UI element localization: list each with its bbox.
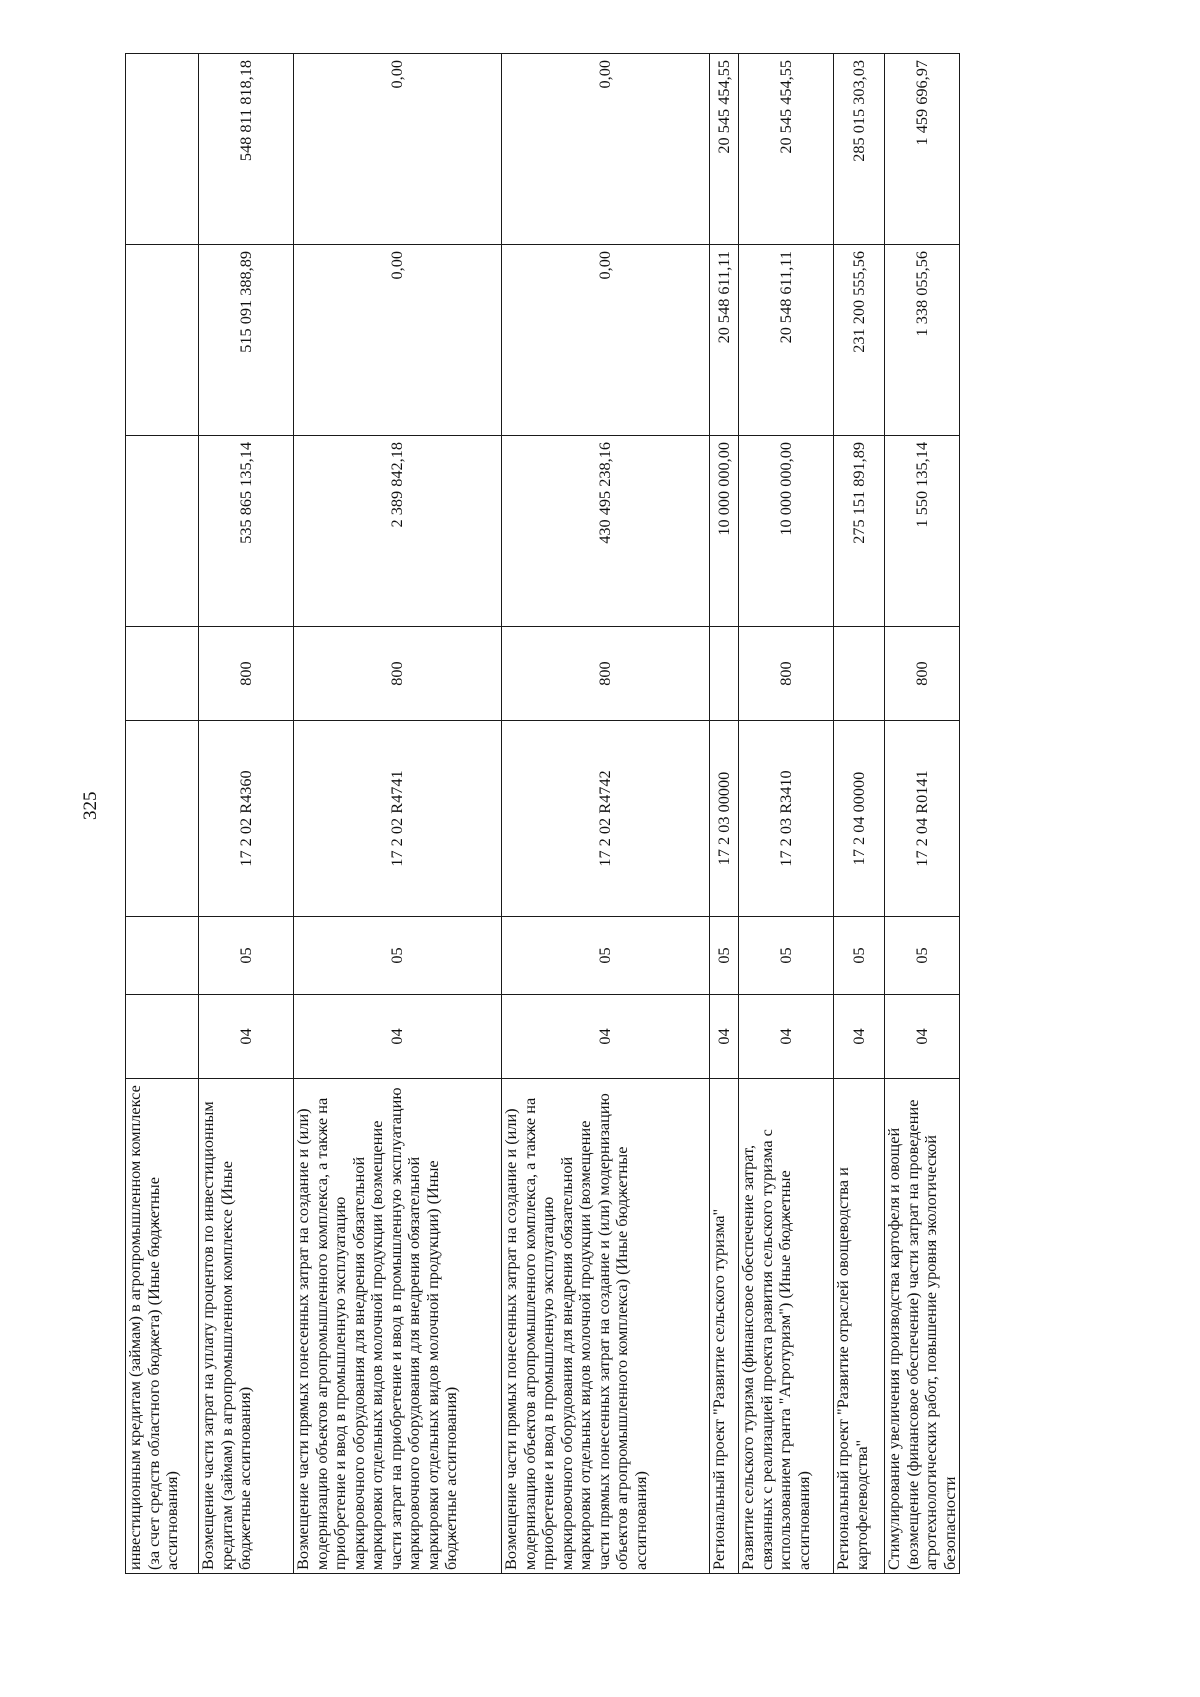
expense-type-code <box>834 627 885 721</box>
amount-value-2: 20 548 611,11 <box>710 245 739 436</box>
target-article-code: 17 2 02 R4742 <box>502 721 710 917</box>
table-row <box>834 54 885 1574</box>
section-code: 04 <box>739 995 834 1079</box>
amount-value-1: 275 151 891,89 <box>834 436 885 627</box>
section-code: 04 <box>834 995 885 1079</box>
expense-type-code <box>710 627 739 721</box>
target-article-code: 17 2 03 R3410 <box>739 721 834 917</box>
subsection-code: 05 <box>294 917 502 995</box>
section-code: 04 <box>502 995 710 1079</box>
amount-value-3 <box>126 54 199 245</box>
subsection-code: 05 <box>834 917 885 995</box>
section-code <box>126 995 199 1079</box>
target-article-code: 17 2 04 00000 <box>834 721 885 917</box>
amount-value-2: 0,00 <box>294 245 502 436</box>
subsection-code: 05 <box>502 917 710 995</box>
row-description: Возмещение части затрат на уплату процентов по инвестиционным кредитам (займам) в агропромышленном комплексе (Иные бюджетные ассигнования) <box>199 1079 294 1574</box>
amount-value-1: 10 000 000,00 <box>710 436 739 627</box>
amount-value-1: 430 495 238,16 <box>502 436 710 627</box>
amount-value-3: 20 545 454,55 <box>739 54 834 245</box>
amount-value-3: 0,00 <box>294 54 502 245</box>
target-article-code: 17 2 02 R4741 <box>294 721 502 917</box>
subsection-code: 05 <box>739 917 834 995</box>
amount-value-2: 1 338 055,56 <box>885 245 960 436</box>
row-description: Возмещение части прямых понесенных затрат на создание и (или) модернизацию объектов агропромышленного комплекса, а также на приобретение и ввод в промышленную эксплуатацию маркировочного оборудования для внедрения обязательной маркировки отдельных видов молочной продукции (возмещение части затрат на приобретение и ввод в промышленную эксплуатацию маркировочного оборудования для внедрения обязательной маркировки отдельных видов молочной продукции) (Иные бюджетные ассигнования) <box>294 1079 502 1574</box>
amount-value-1 <box>126 436 199 627</box>
subsection-code: 05 <box>885 917 960 995</box>
expense-type-code: 800 <box>885 627 960 721</box>
amount-value-1: 2 389 842,18 <box>294 436 502 627</box>
section-code: 04 <box>199 995 294 1079</box>
target-article-code <box>126 721 199 917</box>
table-row <box>739 54 834 1574</box>
expense-type-code: 800 <box>502 627 710 721</box>
row-description: Региональный проект "Развитие отраслей овощеводства и картофелеводства" <box>834 1079 885 1574</box>
target-article-code: 17 2 03 00000 <box>710 721 739 917</box>
table-row <box>502 54 710 1574</box>
table-row <box>885 54 960 1574</box>
page-number: 325 <box>80 791 101 820</box>
row-description: Развитие сельского туризма (финансовое обеспечение затрат, связанных с реализацией проекта развития сельского туризма с использованием гранта "Агротуризм") (Иные бюджетные ассигнования) <box>739 1079 834 1574</box>
row-description: инвестиционным кредитам (займам) в агропромышленном комплексе (за счет средств областного бюджета) (Иные бюджетные ассигнования) <box>126 1079 199 1574</box>
amount-value-2: 0,00 <box>502 245 710 436</box>
table-row <box>294 54 502 1574</box>
row-description: Региональный проект "Развитие сельского туризма" <box>710 1079 739 1574</box>
amount-value-1: 535 865 135,14 <box>199 436 294 627</box>
section-code: 04 <box>710 995 739 1079</box>
expense-type-code: 800 <box>294 627 502 721</box>
subsection-code <box>126 917 199 995</box>
budget-table-rotated <box>125 54 1060 1574</box>
budget-table <box>125 53 960 1574</box>
amount-value-2 <box>126 245 199 436</box>
table-row <box>126 54 199 1574</box>
expense-type-code: 800 <box>199 627 294 721</box>
target-article-code: 17 2 04 R0141 <box>885 721 960 917</box>
row-description: Стимулирование увеличения производства картофеля и овощей (возмещение (финансовое обеспечение) части затрат на проведение агротехнологических работ, повышение уровня экологической безопасности <box>885 1079 960 1574</box>
amount-value-2: 515 091 388,89 <box>199 245 294 436</box>
amount-value-3: 0,00 <box>502 54 710 245</box>
amount-value-3: 285 015 303,03 <box>834 54 885 245</box>
subsection-code: 05 <box>199 917 294 995</box>
expense-type-code: 800 <box>739 627 834 721</box>
table-row <box>710 54 739 1574</box>
row-description: Возмещение части прямых понесенных затрат на создание и (или) модернизацию объектов агропромышленного комплекса, а также на приобретение и ввод в промышленную эксплуатацию маркировочного оборудования для внедрения обязательной маркировки отдельных видов молочной продукции (возмещение части прямых понесенных затрат на создание и (или) модернизацию объектов агропромышленного комплекса) (Иные бюджетные ассигнования) <box>502 1079 710 1574</box>
amount-value-3: 548 811 818,18 <box>199 54 294 245</box>
target-article-code: 17 2 02 R4360 <box>199 721 294 917</box>
amount-value-3: 1 459 696,97 <box>885 54 960 245</box>
amount-value-2: 20 548 611,11 <box>739 245 834 436</box>
section-code: 04 <box>294 995 502 1079</box>
expense-type-code <box>126 627 199 721</box>
amount-value-1: 1 550 135,14 <box>885 436 960 627</box>
section-code: 04 <box>885 995 960 1079</box>
amount-value-2: 231 200 555,56 <box>834 245 885 436</box>
subsection-code: 05 <box>710 917 739 995</box>
amount-value-1: 10 000 000,00 <box>739 436 834 627</box>
amount-value-3: 20 545 454,55 <box>710 54 739 245</box>
table-row <box>199 54 294 1574</box>
